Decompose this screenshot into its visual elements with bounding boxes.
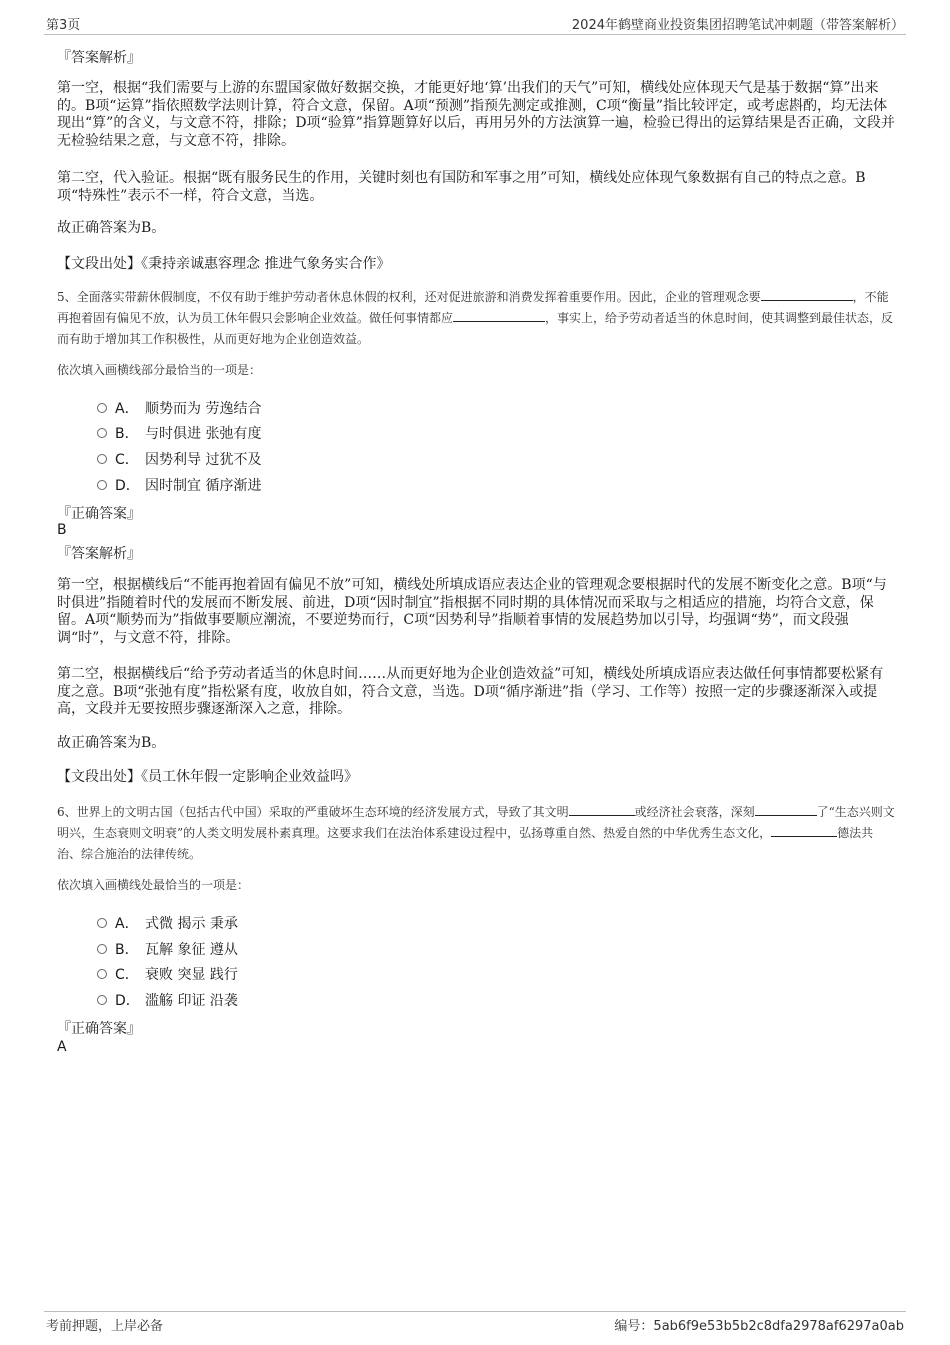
document-title: 2024年鹤壁商业投资集团招聘笔试冲刺题（带答案解析） [571, 18, 904, 33]
page-footer [44, 1311, 906, 1334]
q5-conclusion: 故正确答案为B。 [57, 735, 166, 751]
option-text: 式微 揭示 秉承 [145, 916, 238, 932]
q6-stem-part-1: 6、世界上的文明古国（包括古代中国）采取的严重破坏生态环境的经济发展方式，导致了其文明 [57, 805, 569, 819]
option-letter: A． [115, 401, 139, 417]
footer-code [614, 1315, 904, 1334]
q4-analysis-para-2: 第二空，代入验证。根据“既有服务民生的作用，关键时刻也有国防和军事之用”可知，横线处应体现气象数据有自己的特点之意。B项“特殊性”表示不一样，符合文意，当选。 [57, 170, 866, 204]
option-letter: B． [115, 942, 139, 958]
q5-blank-1 [761, 288, 853, 301]
page-number: 第3页 [46, 18, 81, 33]
option-text: 瓦解 象征 遵从 [145, 942, 238, 958]
option-letter: A． [115, 916, 139, 932]
footer-code-label: 编号： [614, 1319, 654, 1334]
q6-blank-3 [771, 824, 837, 837]
q5-stem-part-3: ，事实上，给予劳动者适当的休息时间，使其调整到最佳状态，反而有助于增加其工作积极性，从而更好地为企业创造效益。 [57, 311, 894, 346]
radio-button[interactable] [97, 403, 107, 413]
q4-conclusion: 故正确答案为B。 [57, 220, 166, 236]
q5-stem-part-2: ，不能再抱着固有偏见不放，认为员工休年假只会影响企业效益。做任何事情都应 [57, 290, 889, 325]
q6-stem-part-2: 或经济社会衰落，深刻 [634, 805, 755, 819]
radio-button[interactable] [97, 995, 107, 1005]
radio-button[interactable] [97, 918, 107, 928]
q6-blank-1 [569, 803, 635, 816]
q6-stem [57, 802, 897, 865]
option-letter: D． [115, 993, 140, 1009]
option-text: 顺势而为 劳逸结合 [145, 401, 262, 417]
q4-analysis-tag: 『答案解析』 [57, 50, 141, 66]
option-text: 因时制宜 循序渐进 [145, 478, 262, 494]
q5-source: 【文段出处】《员工休年假一定影响企业效益吗》 [57, 769, 358, 785]
q6-stem-part-4: 德法共治、综合施治的法律传统。 [57, 826, 874, 861]
radio-button[interactable] [97, 944, 107, 954]
footer-slogan: 考前押题，上岸必备 [46, 1319, 164, 1334]
q5-answer-tag: 『正确答案』 [57, 506, 141, 522]
radio-button[interactable] [97, 428, 107, 438]
radio-button[interactable] [97, 969, 107, 979]
option-text: 因势利导 过犹不及 [145, 452, 262, 468]
q5-prompt: 依次填入画横线部分最恰当的一项是： [57, 363, 262, 377]
q5-answer: B [57, 522, 67, 538]
option-letter: C． [115, 452, 139, 468]
page-header [44, 12, 906, 35]
radio-button[interactable] [97, 454, 107, 464]
q6-stem-part-3: 了“生态兴则文明兴，生态衰则文明衰”的人类文明发展朴素真理。这要求我们在法治体系建设过程中，弘扬尊重自然、热爱自然的中华优秀生态文化， [57, 805, 895, 840]
option-letter: D． [115, 478, 140, 494]
q5-analysis-para-1: 第一空，根据横线后“不能再抱着固有偏见不放”可知，横线处所填成语应表达企业的管理观念要根据时代的发展不断变化之意。B项“与时俱进”指随着时代的发展而不断发展、前进，D项“因时制宜”指根据不同时期的具体情况而采取与之相适应的措施，均符合文意，保留。A项“顺势而为”指做事要顺应潮流，不要逆势而行，C项“因势利导”指顺着事情的发展趋势加以引导，均强调“势”，而文段强调“时”，与文意不符，排除。 [57, 577, 887, 646]
q5-analysis-tag: 『答案解析』 [57, 546, 141, 562]
footer-code-value: 5ab6f9e53b5b2c8dfa2978af6297a0ab [653, 1319, 904, 1334]
q5-analysis-para-2: 第二空，根据横线后“给予劳动者适当的休息时间……从而更好地为企业创造效益”可知，横线处所填成语应表达做任何事情都要松紧有度之意。B项“张弛有度”指松紧有度，收放自如，符合文意，当选。D项“循序渐进”指（学习、工作等）按照一定的步骤逐渐深入或提高，文段并无要按照步骤逐渐深入之意，排除。 [57, 666, 884, 717]
q6-answer-tag: 『正确答案』 [57, 1021, 141, 1037]
q6-blank-2 [755, 803, 817, 816]
q6-answer: A [57, 1039, 67, 1055]
option-letter: B． [115, 426, 139, 442]
q6-prompt: 依次填入画横线处最恰当的一项是： [57, 878, 250, 892]
option-text: 衰败 突显 践行 [145, 967, 238, 983]
q5-blank-2 [453, 309, 545, 322]
option-letter: C． [115, 967, 139, 983]
radio-button[interactable] [97, 480, 107, 490]
option-text: 与时俱进 张弛有度 [145, 426, 262, 442]
option-text: 滥觞 印证 沿袭 [145, 993, 238, 1009]
q4-source: 【文段出处】《秉持亲诚惠容理念 推进气象务实合作》 [57, 256, 391, 272]
q5-stem [57, 287, 897, 350]
q4-analysis-para-1: 第一空，根据“我们需要与上游的东盟国家做好数据交换，才能更好地‘算’出我们的天气”可知，横线处应体现天气是基于数据“算”出来的。B项“运算”指依照数学法则计算，符合文意，保留。A项“预测”指预先测定或推测，C项“衡量”指比较评定，或考虑斟酌，均无法体现出“算”的含义，与文意不符，排除；D项“验算”指算题算好以后，再用另外的方法演算一遍，检验已得出的运算结果是否正确，文段并无检验结果之意，与文意不符，排除。 [57, 80, 895, 149]
q5-stem-part-1: 5、全面落实带薪休假制度，不仅有助于维护劳动者休息休假的权利，还对促进旅游和消费发挥着重要作用。因此，企业的管理观念要 [57, 290, 761, 304]
